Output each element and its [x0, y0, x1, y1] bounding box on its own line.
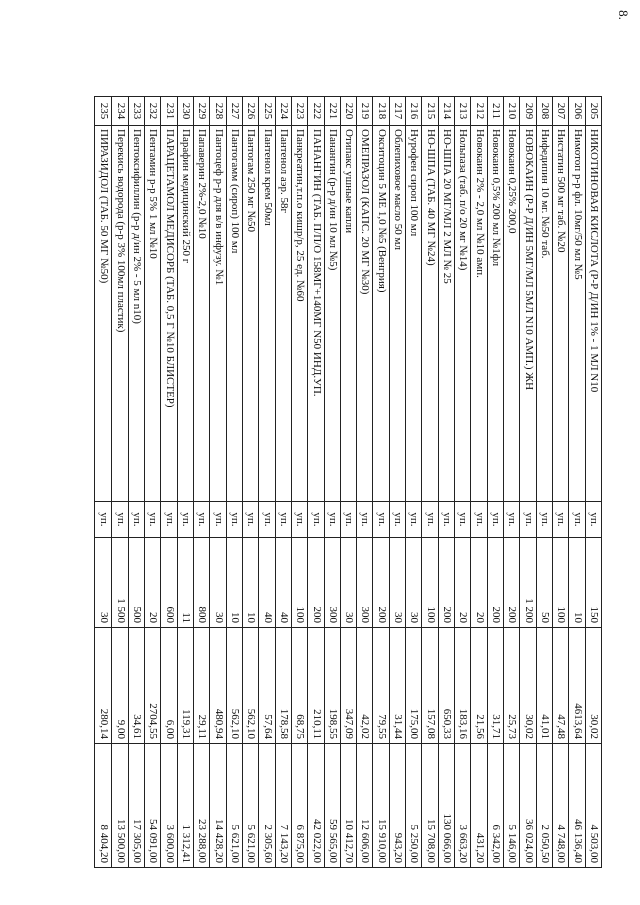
item-name: НО-ШПА 20 МГ/МЛ 2 МЛ № 25: [439, 125, 454, 501]
item-name: НОВОКАИН (Р-Р Д/ИН 5МГ/МЛ 5МЛ N10 АМП.) ЖН: [520, 125, 535, 501]
quantity-cell: 10: [243, 537, 258, 627]
quantity-cell: 100: [422, 537, 437, 627]
row-number: 210: [506, 102, 519, 120]
price-cell: 562,10: [243, 627, 258, 743]
item-name: Панкреатин,т.п.о кишр/р, 25 ед. №60: [292, 125, 307, 501]
quantity-cell: 1 200: [520, 537, 535, 627]
total-cell: 14 428,20: [210, 743, 225, 867]
total-cell: 23 288,00: [194, 743, 209, 867]
price-cell: 347,09: [341, 627, 356, 743]
table-row: [454, 97, 470, 867]
row-number: 225: [261, 102, 274, 120]
quantity-cell: 150: [586, 537, 601, 627]
row-number: 229: [196, 102, 209, 120]
unit-cell: уп.: [537, 501, 552, 537]
table-row: [258, 97, 274, 867]
item-name: Отипакс ушные капли: [341, 125, 356, 501]
quantity-cell: 200: [374, 537, 389, 627]
total-cell: 59 565,00: [325, 743, 340, 867]
row-number: 235: [98, 102, 111, 120]
price-cell: 42,02: [357, 627, 372, 743]
row-number: 232: [147, 102, 160, 120]
total-cell: 12 606,00: [357, 743, 372, 867]
price-cell: 25,73: [504, 627, 519, 743]
item-name: Панангин (р-р д/ин 10 мл №5): [325, 125, 340, 501]
table-row: [340, 97, 356, 867]
table-row: [438, 97, 454, 867]
unit-cell: уп.: [422, 501, 437, 537]
table-row: [405, 97, 421, 867]
table-row: [307, 97, 323, 867]
price-cell: 210,11: [308, 627, 323, 743]
total-cell: 1 312,41: [178, 743, 193, 867]
table-row: [209, 97, 225, 867]
unit-cell: уп.: [161, 501, 176, 537]
price-cell: 6,00: [161, 627, 176, 743]
price-cell: 9,00: [112, 627, 127, 743]
price-cell: 157,08: [422, 627, 437, 743]
table-row: [111, 97, 127, 867]
total-cell: 15 910,00: [374, 743, 389, 867]
item-name: Нифедипин 10 мг. №50 таб.: [537, 125, 552, 501]
unit-cell: уп.: [488, 501, 503, 537]
price-cell: 34,61: [129, 627, 144, 743]
row-number: 207: [555, 102, 568, 120]
item-name: Нурофен сироп 100 мл: [406, 125, 421, 501]
unit-cell: уп.: [569, 501, 584, 537]
row-number: 223: [294, 102, 307, 120]
item-name: Облепиховое масло 50 мл: [390, 125, 405, 501]
row-number: 231: [163, 102, 176, 120]
total-cell: 36 024,00: [520, 743, 535, 867]
total-cell: 5 250,00: [406, 743, 421, 867]
quantity-cell: 1 500: [112, 537, 127, 627]
unit-cell: уп.: [178, 501, 193, 537]
price-cell: 178,58: [276, 627, 291, 743]
table-row: [226, 97, 242, 867]
price-cell: 31,44: [390, 627, 405, 743]
row-number: 227: [228, 102, 241, 120]
unit-cell: уп.: [276, 501, 291, 537]
quantity-cell: 50: [537, 537, 552, 627]
row-number: 220: [343, 102, 356, 120]
table-row: [503, 97, 519, 867]
unit-cell: уп.: [292, 501, 307, 537]
item-name: Папаверин 2%-2,0 №10: [194, 125, 209, 501]
row-number: 211: [490, 102, 503, 120]
total-cell: 431,20: [471, 743, 486, 867]
item-name: ОМЕПРАЗОЛ (КАПС. 20 МГ №30): [357, 125, 372, 501]
row-number: 215: [424, 102, 437, 120]
unit-cell: уп.: [227, 501, 242, 537]
item-name: Окситоцин 5 МЕ 1,0 №5 (Венгрия): [374, 125, 389, 501]
unit-cell: уп.: [406, 501, 421, 537]
unit-cell: уп.: [553, 501, 568, 537]
price-cell: 47,48: [553, 627, 568, 743]
table-row: [160, 97, 176, 867]
price-cell: 21,56: [471, 627, 486, 743]
price-cell: 30,02: [520, 627, 535, 743]
table-row: [95, 97, 111, 867]
table-row: [193, 97, 209, 867]
quantity-cell: 100: [292, 537, 307, 627]
total-cell: 4 503,00: [586, 743, 601, 867]
quantity-cell: 20: [471, 537, 486, 627]
price-cell: 29,11: [194, 627, 209, 743]
item-name: Новокаин 2% - 2,0 мл №10 амп.: [471, 125, 486, 501]
item-name: Парафин медицинский 250 г: [178, 125, 193, 501]
quantity-cell: 500: [129, 537, 144, 627]
price-cell: 31,71: [488, 627, 503, 743]
total-cell: 46 136,40: [569, 743, 584, 867]
row-number: 221: [326, 102, 339, 120]
price-cell: 57,64: [259, 627, 274, 743]
total-cell: 6 342,00: [488, 743, 503, 867]
quantity-cell: 300: [325, 537, 340, 627]
unit-cell: уп.: [504, 501, 519, 537]
table-row: [536, 97, 552, 867]
price-cell: 119,31: [178, 627, 193, 743]
item-name: ПАНАНГИН (ТАБ. П/П/О 158МГ+140МГ N50 ИНД.УП.: [308, 125, 323, 501]
item-name: НИКОТИНОВАЯ КИСЛОТА (Р-Р Д/ИН 1% - 1 МЛ N10: [586, 125, 601, 501]
table-row: [373, 97, 389, 867]
price-cell: 198,55: [325, 627, 340, 743]
total-cell: 5 146,00: [504, 743, 519, 867]
row-number: 226: [245, 102, 258, 120]
total-cell: 10 412,70: [341, 743, 356, 867]
item-name: Пантенол крем 50мл: [259, 125, 274, 501]
quantity-cell: 200: [488, 537, 503, 627]
price-cell: 183,16: [455, 627, 470, 743]
quantity-cell: 800: [194, 537, 209, 627]
total-cell: 943,20: [390, 743, 405, 867]
price-cell: 4613,64: [569, 627, 584, 743]
table-row: [144, 97, 160, 867]
item-name: Новокаин 0,5% 200 мл №1фл: [488, 125, 503, 501]
total-cell: 6 875,00: [292, 743, 307, 867]
item-name: НО-ШПА (ТАБ. 40 МГ №24): [422, 125, 437, 501]
unit-cell: уп.: [112, 501, 127, 537]
total-cell: 3 663,20: [455, 743, 470, 867]
table-row: [389, 97, 405, 867]
quantity-cell: 10: [227, 537, 242, 627]
row-number: 228: [212, 102, 225, 120]
price-cell: 41,01: [537, 627, 552, 743]
quantity-cell: 20: [455, 537, 470, 627]
quantity-cell: 30: [406, 537, 421, 627]
total-cell: 17 305,00: [129, 743, 144, 867]
unit-cell: уп.: [95, 501, 111, 537]
price-cell: 68,75: [292, 627, 307, 743]
unit-cell: уп.: [194, 501, 209, 537]
table-row: [324, 97, 340, 867]
unit-cell: уп.: [471, 501, 486, 537]
item-name: Пантоцеф р-р для в/в инфузу. №1: [210, 125, 225, 501]
unit-cell: уп.: [325, 501, 340, 537]
total-cell: 15 708,00: [422, 743, 437, 867]
quantity-cell: 200: [308, 537, 323, 627]
total-cell: 5 621,00: [243, 743, 258, 867]
item-name: Пантогамм (сироп) 100 мл: [227, 125, 242, 501]
row-number: 219: [359, 102, 372, 120]
table-row: [470, 97, 486, 867]
quantity-cell: 30: [341, 537, 356, 627]
total-cell: 2 305,60: [259, 743, 274, 867]
table-row: [519, 97, 535, 867]
quantity-cell: 20: [145, 537, 160, 627]
table-row: [421, 97, 437, 867]
unit-cell: уп.: [129, 501, 144, 537]
price-cell: 79,55: [374, 627, 389, 743]
row-number: 213: [457, 102, 470, 120]
quantity-cell: 40: [259, 537, 274, 627]
unit-cell: уп.: [520, 501, 535, 537]
quantity-cell: 200: [439, 537, 454, 627]
unit-cell: уп.: [439, 501, 454, 537]
price-cell: 650,33: [439, 627, 454, 743]
total-cell: 130 066,00: [439, 743, 454, 867]
unit-cell: уп.: [586, 501, 601, 537]
quantity-cell: 600: [161, 537, 176, 627]
total-cell: 5 621,00: [227, 743, 242, 867]
quantity-cell: 100: [553, 537, 568, 627]
unit-cell: уп.: [390, 501, 405, 537]
item-name: Нистатин 500 мг таб. №20: [553, 125, 568, 501]
table-row: [356, 97, 372, 867]
row-number: 234: [114, 102, 127, 120]
row-number: 224: [277, 102, 290, 120]
unit-cell: уп.: [455, 501, 470, 537]
item-name: ПИРАЗИДОЛ (ТАБ. 50 МГ №50): [95, 125, 111, 501]
table-row: [128, 97, 144, 867]
total-cell: 4 748,00: [553, 743, 568, 867]
quantity-cell: 10: [569, 537, 584, 627]
item-name: Нольпаза (таб. п/о 20 мг №14): [455, 125, 470, 501]
total-cell: 2 050,50: [537, 743, 552, 867]
unit-cell: уп.: [259, 501, 274, 537]
unit-cell: уп.: [145, 501, 160, 537]
table-row: [568, 97, 584, 867]
unit-cell: уп.: [308, 501, 323, 537]
price-table: [94, 96, 602, 868]
quantity-cell: 200: [504, 537, 519, 627]
item-name: Пентамин р-р 5% 1 мл №10: [145, 125, 160, 501]
item-name: ПАРАЦЕТАМОЛ МЕДИСОРБ (ТАБ. 0,5 Г №10 БЛИСТЕР): [161, 125, 176, 501]
table-row: [275, 97, 291, 867]
price-cell: 562,10: [227, 627, 242, 743]
price-cell: 2704,55: [145, 627, 160, 743]
total-cell: 7 143,20: [276, 743, 291, 867]
total-cell: 3 600,00: [161, 743, 176, 867]
table-row: [487, 97, 503, 867]
unit-cell: уп.: [341, 501, 356, 537]
quantity-cell: 30: [95, 537, 111, 627]
price-cell: 280,14: [95, 627, 111, 743]
row-number: 209: [522, 102, 535, 120]
row-number: 205: [588, 102, 600, 120]
row-number: 222: [310, 102, 323, 120]
row-number: 230: [179, 102, 192, 120]
quantity-cell: 40: [276, 537, 291, 627]
unit-cell: уп.: [374, 501, 389, 537]
table-row: [291, 97, 307, 867]
quantity-cell: 11: [178, 537, 193, 627]
row-number: 208: [539, 102, 552, 120]
row-number: 206: [571, 102, 584, 120]
row-number: 217: [392, 102, 405, 120]
price-cell: 175,00: [406, 627, 421, 743]
item-name: Пантенол аэр. 58г: [276, 125, 291, 501]
quantity-cell: 30: [390, 537, 405, 627]
item-name: Перекись водорода (р-р 3% 100мл пластик): [112, 125, 127, 501]
unit-cell: уп.: [243, 501, 258, 537]
row-number: 212: [473, 102, 486, 120]
quantity-cell: 300: [357, 537, 372, 627]
row-number: 216: [408, 102, 421, 120]
table-row: [585, 97, 601, 867]
row-number: 233: [130, 102, 143, 120]
table-row: [552, 97, 568, 867]
unit-cell: уп.: [357, 501, 372, 537]
total-cell: 42 022,00: [308, 743, 323, 867]
item-name: Пентоксифиллин (р-р д/ин 2% - 5 мл n10): [129, 125, 144, 501]
total-cell: 8 404,20: [95, 743, 111, 867]
total-cell: 54 091,00: [145, 743, 160, 867]
quantity-cell: 30: [210, 537, 225, 627]
item-name: Пантогам 250 мг №50: [243, 125, 258, 501]
row-number: 218: [375, 102, 388, 120]
table-rotation-wrapper: [94, 96, 602, 868]
price-cell: 480,94: [210, 627, 225, 743]
table-row: [177, 97, 193, 867]
price-cell: 30,02: [586, 627, 601, 743]
row-number: 214: [441, 102, 454, 120]
unit-cell: уп.: [210, 501, 225, 537]
page-number: 8.: [616, 10, 631, 20]
table-row: [242, 97, 258, 867]
item-name: Нимотоп р-р фл. 10мг/50 мл №5: [569, 125, 584, 501]
item-name: Новокаин 0,25% 200,0: [504, 125, 519, 501]
total-cell: 13 500,00: [112, 743, 127, 867]
